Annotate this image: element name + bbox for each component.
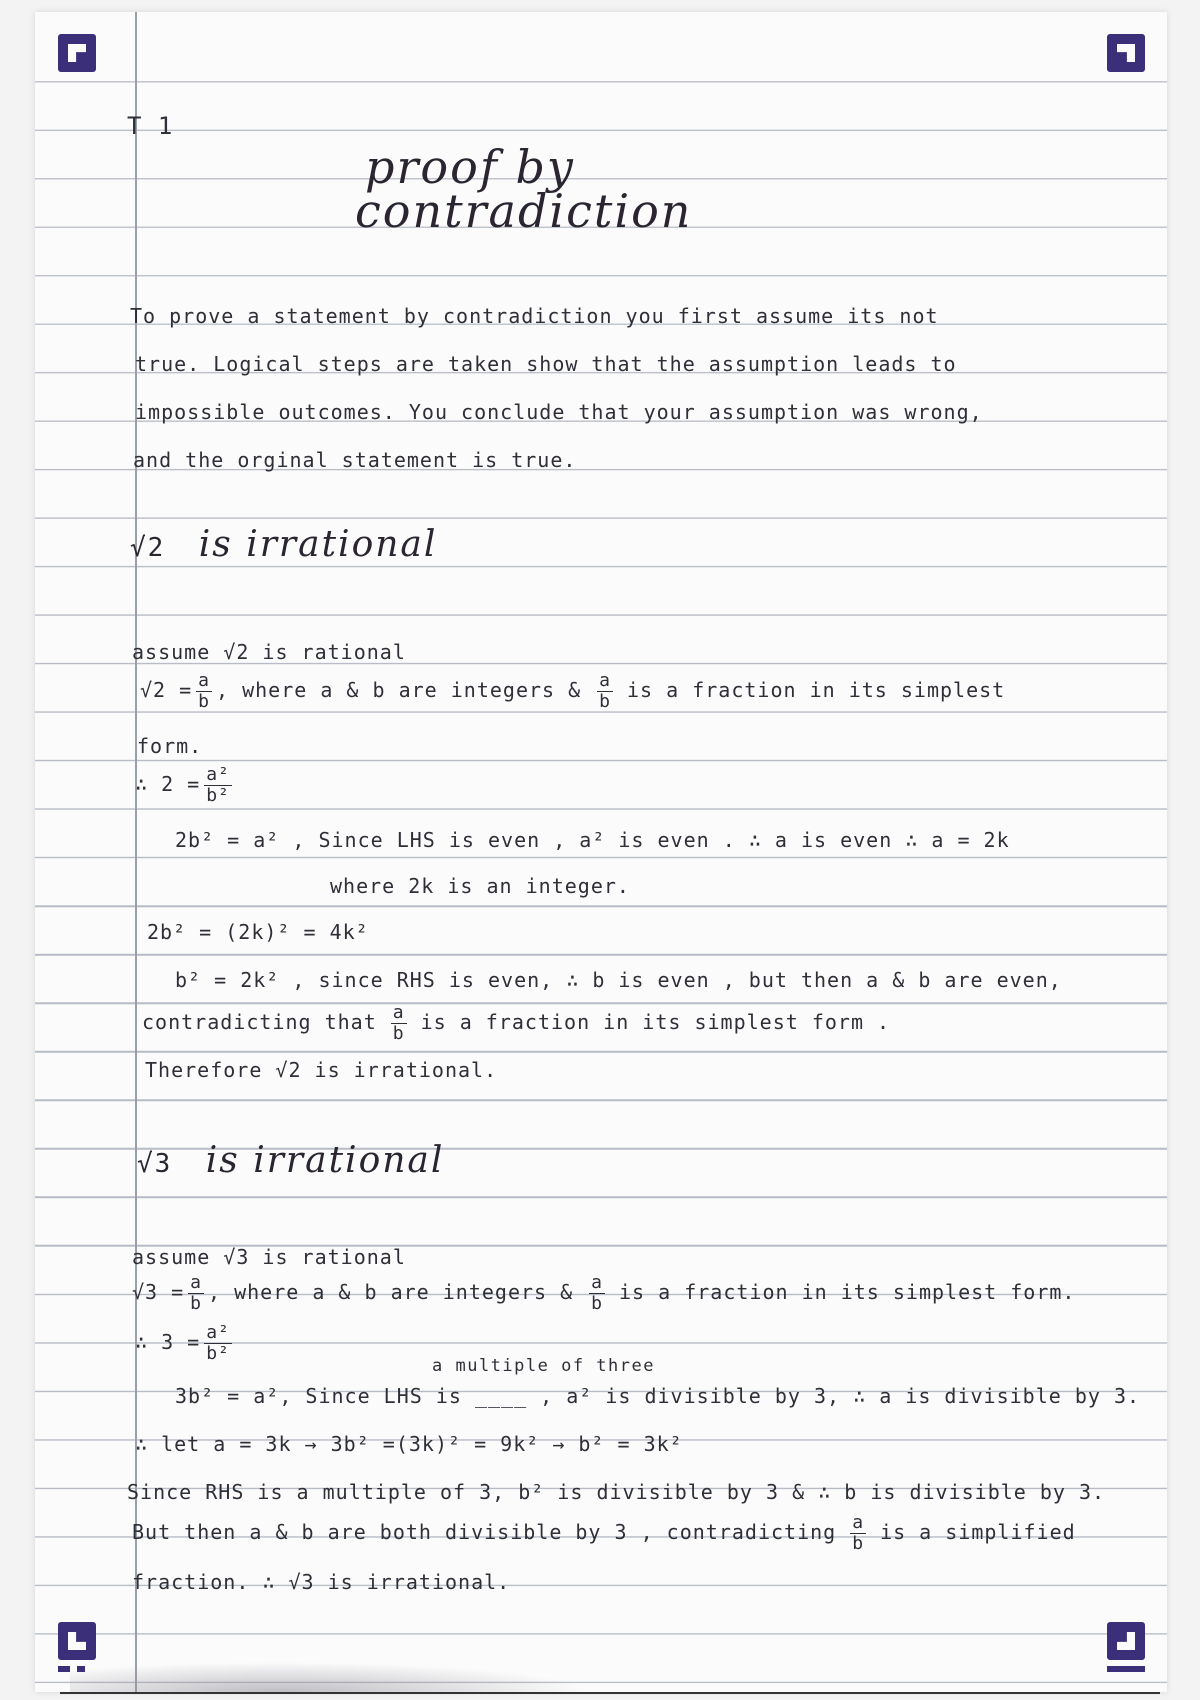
s1-line-9: Therefore √2 is irrational. bbox=[145, 1058, 498, 1082]
s2-line-6 bbox=[132, 1514, 1076, 1553]
section-2-heading bbox=[137, 1140, 444, 1181]
s2-annotation: a multiple of three bbox=[432, 1356, 655, 1376]
corner-dash-icon bbox=[1107, 1666, 1145, 1672]
fraction-a-over-b bbox=[850, 1514, 866, 1553]
s2-line-1 bbox=[132, 1274, 1075, 1313]
corner-marker-top-left-icon bbox=[58, 34, 96, 72]
fraction-denominator: b² bbox=[206, 785, 230, 806]
fraction-a2-over-b2 bbox=[204, 766, 232, 805]
intro-line-3: impossible outcomes. You conclude that your assumption was wrong, bbox=[135, 400, 983, 424]
s2-line-1-lhs: √3 = bbox=[132, 1280, 185, 1304]
s2-line-2-lhs: ∴ 3 = bbox=[135, 1330, 201, 1354]
fraction-numerator: a bbox=[591, 1272, 604, 1293]
s1-line-1 bbox=[140, 672, 1005, 711]
page-title-line-1: proof by bbox=[365, 140, 575, 194]
s1-line-1-lhs: √2 = bbox=[140, 678, 193, 702]
s1-line-5: where 2k is an integer. bbox=[330, 874, 630, 898]
fraction-numerator: a² bbox=[206, 1322, 230, 1343]
fraction-a2-over-b2 bbox=[204, 1324, 232, 1363]
s1-line-8-start: contradicting that bbox=[142, 1010, 377, 1034]
fraction-a-over-b bbox=[188, 1274, 204, 1313]
fraction-denominator: b bbox=[852, 1533, 865, 1554]
s1-line-8-end: is a fraction in its simplest form . bbox=[420, 1010, 891, 1034]
corner-marker-bottom-right-icon bbox=[1107, 1622, 1145, 1660]
s2-line-7: fraction. ∴ √3 is irrational. bbox=[132, 1570, 511, 1594]
fraction-a-over-b bbox=[391, 1004, 407, 1043]
intro-line-4: and the orginal statement is true. bbox=[133, 448, 577, 472]
corner-marker-bottom-left-icon bbox=[58, 1622, 96, 1660]
intro-line-1: To prove a statement by contradiction you first assume its not bbox=[130, 304, 939, 328]
s2-line-5: Since RHS is a multiple of 3, b² is divisible by 3 & ∴ b is divisible by 3. bbox=[127, 1480, 1106, 1504]
fraction-denominator: b bbox=[591, 1293, 604, 1314]
fraction-denominator: b bbox=[599, 691, 612, 712]
fraction-denominator: b bbox=[392, 1023, 405, 1044]
finger-shadow bbox=[70, 1662, 590, 1692]
fraction-numerator: a bbox=[392, 1002, 405, 1023]
fraction-numerator: a bbox=[190, 1272, 203, 1293]
fraction-numerator: a bbox=[198, 670, 211, 691]
s1-assume-line: assume √2 is rational bbox=[132, 640, 406, 664]
s2-line-2 bbox=[135, 1324, 236, 1363]
section-2-heading-text: is irrational bbox=[205, 1140, 445, 1181]
s2-assume-line: assume √3 is rational bbox=[132, 1245, 406, 1269]
s2-line-4: ∴ let a = 3k → 3b² =(3k)² = 9k² → b² = 3k² bbox=[135, 1432, 683, 1456]
s2-line-1-rest: , where a & b are integers & bbox=[208, 1280, 574, 1304]
fraction-a-over-b bbox=[589, 1274, 605, 1313]
s1-line-7: b² = 2k² , since RHS is even, ∴ b is even , but then a & b are even, bbox=[175, 968, 1062, 992]
s1-line-3 bbox=[135, 766, 236, 805]
fraction-denominator: b² bbox=[206, 1343, 230, 1364]
s1-line-3-lhs: ∴ 2 = bbox=[135, 772, 201, 796]
s1-line-1-tail: is a fraction in its simplest bbox=[627, 678, 1006, 702]
fraction-a-over-b bbox=[196, 672, 212, 711]
fraction-denominator: b bbox=[190, 1293, 203, 1314]
s2-line-6-start: But then a & b are both divisible by 3 , contradicting bbox=[132, 1520, 837, 1544]
s2-line-6-end: is a simplified bbox=[880, 1520, 1076, 1544]
sqrt-3-symbol: √3 bbox=[137, 1149, 173, 1179]
s1-line-8 bbox=[142, 1004, 890, 1043]
s1-line-4: 2b² = a² , Since LHS is even , a² is even . ∴ a is even ∴ a = 2k bbox=[175, 828, 1010, 852]
intro-line-2: true. Logical steps are taken show that the assumption leads to bbox=[135, 352, 957, 376]
page-label: T 1 bbox=[127, 112, 174, 140]
fraction-numerator: a bbox=[599, 670, 612, 691]
fraction-denominator: b bbox=[198, 691, 211, 712]
section-1-heading bbox=[130, 524, 437, 565]
section-1-heading-text: is irrational bbox=[198, 524, 438, 565]
s1-line-1-rest: , where a & b are integers & bbox=[216, 678, 582, 702]
notebook-page bbox=[35, 12, 1167, 1692]
s1-line-6: 2b² = (2k)² = 4k² bbox=[147, 920, 369, 944]
corner-dash-icon bbox=[58, 1666, 70, 1672]
page-bottom-edge bbox=[60, 1692, 1160, 1694]
fraction-numerator: a bbox=[852, 1512, 865, 1533]
corner-marker-top-right-icon bbox=[1107, 34, 1145, 72]
fraction-a-over-b bbox=[597, 672, 613, 711]
page-title-line-2: contradiction bbox=[355, 184, 693, 238]
sqrt-2-symbol: √2 bbox=[130, 533, 166, 563]
s2-line-3: 3b² = a², Since LHS is ____ , a² is divisible by 3, ∴ a is divisible by 3. bbox=[175, 1384, 1141, 1408]
s2-line-1-tail: is a fraction in its simplest form. bbox=[619, 1280, 1076, 1304]
s1-line-2: form. bbox=[137, 734, 203, 758]
fraction-numerator: a² bbox=[206, 764, 230, 785]
